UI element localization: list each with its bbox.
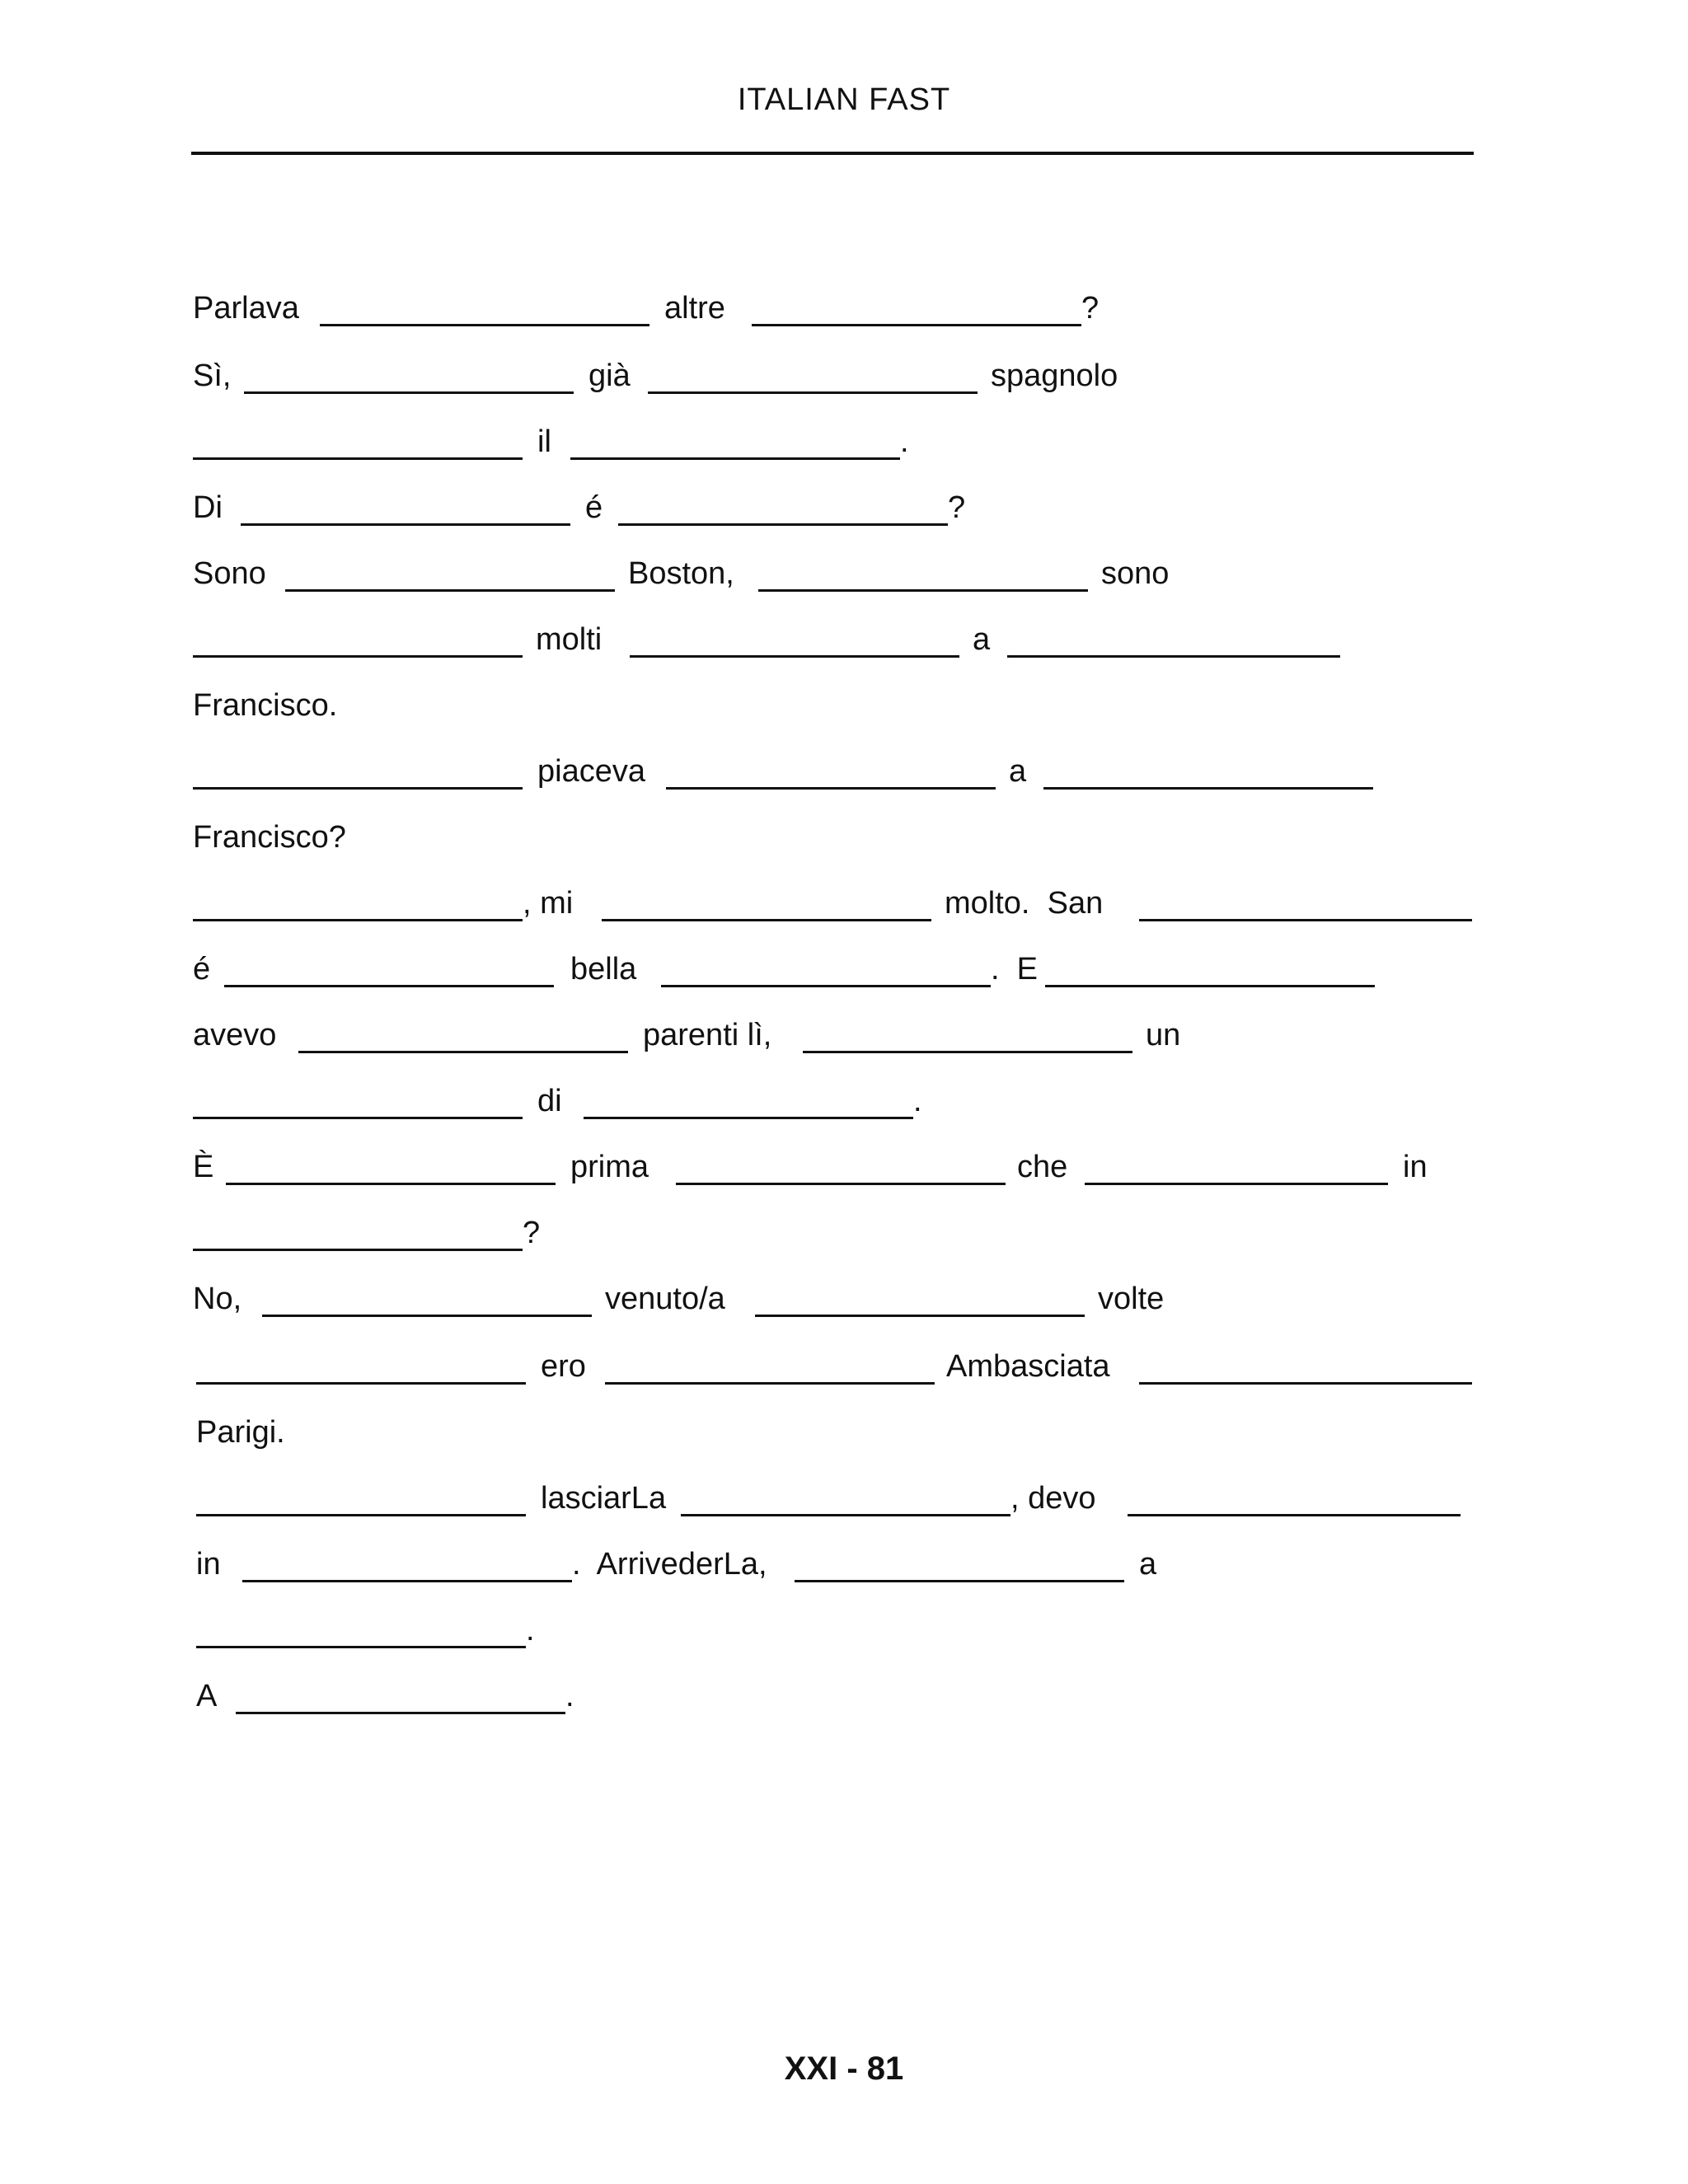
fill-in-blank[interactable] xyxy=(570,457,900,460)
worksheet-text: Parigi. xyxy=(196,1415,285,1450)
worksheet-text: già xyxy=(588,359,631,393)
worksheet-line xyxy=(0,1274,1688,1324)
worksheet-text: molto. San xyxy=(945,886,1104,921)
worksheet-text: . xyxy=(913,1084,922,1118)
worksheet-text: . xyxy=(565,1679,574,1713)
fill-in-blank[interactable] xyxy=(795,1580,1124,1582)
fill-in-blank[interactable] xyxy=(1139,919,1472,921)
worksheet-line xyxy=(0,1605,1688,1655)
worksheet-line xyxy=(0,1010,1688,1060)
worksheet-text: . xyxy=(900,424,909,459)
worksheet-line xyxy=(0,813,1688,862)
worksheet-line xyxy=(0,1540,1688,1589)
worksheet-text: ero xyxy=(541,1349,586,1384)
fill-in-blank[interactable] xyxy=(262,1315,592,1317)
worksheet-text: piaceva xyxy=(537,754,645,789)
fill-in-blank[interactable] xyxy=(1043,787,1373,790)
worksheet-line xyxy=(0,1342,1688,1391)
worksheet-line xyxy=(0,747,1688,796)
worksheet-text: altre xyxy=(664,291,725,326)
fill-in-blank[interactable] xyxy=(1128,1514,1461,1516)
worksheet-text: un xyxy=(1146,1018,1181,1052)
worksheet-text: lasciarLa xyxy=(541,1481,667,1516)
worksheet-text: in xyxy=(196,1547,221,1582)
worksheet-text: No, xyxy=(193,1282,242,1316)
worksheet-line xyxy=(0,681,1688,730)
worksheet-text: Francisco. xyxy=(193,688,338,723)
worksheet-line xyxy=(0,1671,1688,1721)
worksheet-text: Sì, xyxy=(193,359,232,393)
page-header: ITALIAN FAST xyxy=(737,82,951,117)
fill-in-blank[interactable] xyxy=(196,1646,526,1648)
worksheet-line xyxy=(0,1142,1688,1192)
worksheet-text: Francisco? xyxy=(193,820,346,855)
fill-in-blank[interactable] xyxy=(584,1117,913,1119)
worksheet-line xyxy=(0,1076,1688,1126)
fill-in-blank[interactable] xyxy=(236,1712,565,1714)
fill-in-blank[interactable] xyxy=(676,1183,1006,1185)
fill-in-blank[interactable] xyxy=(193,1117,523,1119)
worksheet-text: , devo xyxy=(1010,1481,1096,1516)
worksheet-line xyxy=(0,417,1688,466)
fill-in-blank[interactable] xyxy=(618,523,948,526)
worksheet-text: È xyxy=(193,1150,214,1184)
worksheet-text: Di xyxy=(193,490,223,525)
worksheet-text: . E xyxy=(991,952,1039,987)
worksheet-text: che xyxy=(1017,1150,1068,1184)
worksheet-text: avevo xyxy=(193,1018,277,1052)
worksheet-text: Ambasciata xyxy=(946,1349,1110,1384)
worksheet-text: a xyxy=(1139,1547,1157,1582)
worksheet-text: bella xyxy=(570,952,637,987)
worksheet-line xyxy=(0,483,1688,532)
worksheet-text: parenti lì, xyxy=(643,1018,772,1052)
worksheet-text: a xyxy=(973,622,991,657)
worksheet-text: ? xyxy=(1081,291,1100,326)
worksheet-text: . xyxy=(526,1613,535,1647)
fill-in-blank[interactable] xyxy=(605,1382,935,1385)
worksheet-text: é xyxy=(585,490,603,525)
worksheet-text: il xyxy=(537,424,551,459)
fill-in-blank[interactable] xyxy=(193,655,523,658)
fill-in-blank[interactable] xyxy=(193,1249,523,1251)
fill-in-blank[interactable] xyxy=(661,985,991,987)
worksheet-text: di xyxy=(537,1084,562,1118)
worksheet-text: Boston, xyxy=(628,556,734,591)
worksheet-line xyxy=(0,615,1688,664)
fill-in-blank[interactable] xyxy=(1007,655,1340,658)
fill-in-blank[interactable] xyxy=(803,1051,1132,1053)
fill-in-blank[interactable] xyxy=(196,1514,526,1516)
fill-in-blank[interactable] xyxy=(242,1580,572,1582)
worksheet-text: . ArrivederLa, xyxy=(572,1547,767,1582)
worksheet-text: ? xyxy=(523,1216,541,1250)
worksheet-text: A xyxy=(196,1679,218,1713)
fill-in-blank[interactable] xyxy=(226,1183,556,1185)
fill-in-blank[interactable] xyxy=(285,589,615,592)
fill-in-blank[interactable] xyxy=(1045,985,1375,987)
worksheet-line xyxy=(0,284,1688,333)
worksheet-line xyxy=(0,1474,1688,1523)
worksheet-line xyxy=(0,1408,1688,1457)
fill-in-blank[interactable] xyxy=(193,457,523,460)
worksheet-text: in xyxy=(1403,1150,1428,1184)
fill-in-blank[interactable] xyxy=(244,391,574,394)
worksheet-text: , mi xyxy=(523,886,574,921)
fill-in-blank[interactable] xyxy=(666,787,996,790)
fill-in-blank[interactable] xyxy=(224,985,554,987)
worksheet-text: a xyxy=(1009,754,1027,789)
worksheet-text: sono xyxy=(1101,556,1170,591)
worksheet-text: spagnolo xyxy=(991,359,1118,393)
fill-in-blank[interactable] xyxy=(1139,1382,1472,1385)
worksheet-text: ? xyxy=(948,490,966,525)
fill-in-blank[interactable] xyxy=(196,1382,526,1385)
fill-in-blank[interactable] xyxy=(648,391,978,394)
fill-in-blank[interactable] xyxy=(681,1514,1010,1516)
fill-in-blank[interactable] xyxy=(298,1051,628,1053)
worksheet-line xyxy=(0,1208,1688,1258)
fill-in-blank[interactable] xyxy=(758,589,1088,592)
worksheet-text: prima xyxy=(570,1150,649,1184)
fill-in-blank[interactable] xyxy=(241,523,570,526)
fill-in-blank[interactable] xyxy=(602,919,931,921)
worksheet-text: molti xyxy=(536,622,603,657)
worksheet-line xyxy=(0,549,1688,598)
page-number: XXI - 81 xyxy=(784,2050,904,2087)
worksheet-text: venuto/a xyxy=(605,1282,725,1316)
worksheet-text: é xyxy=(193,952,211,987)
fill-in-blank[interactable] xyxy=(752,324,1081,326)
worksheet-line xyxy=(0,944,1688,994)
worksheet-text: volte xyxy=(1098,1282,1165,1316)
worksheet-text: Sono xyxy=(193,556,266,591)
fill-in-blank[interactable] xyxy=(630,655,959,658)
fill-in-blank[interactable] xyxy=(755,1315,1085,1317)
fill-in-blank[interactable] xyxy=(193,787,523,790)
worksheet-text: Parlava xyxy=(193,291,299,326)
fill-in-blank[interactable] xyxy=(1085,1183,1388,1185)
fill-in-blank[interactable] xyxy=(320,324,649,326)
worksheet-line xyxy=(0,879,1688,928)
fill-in-blank[interactable] xyxy=(193,919,523,921)
worksheet-line xyxy=(0,351,1688,401)
